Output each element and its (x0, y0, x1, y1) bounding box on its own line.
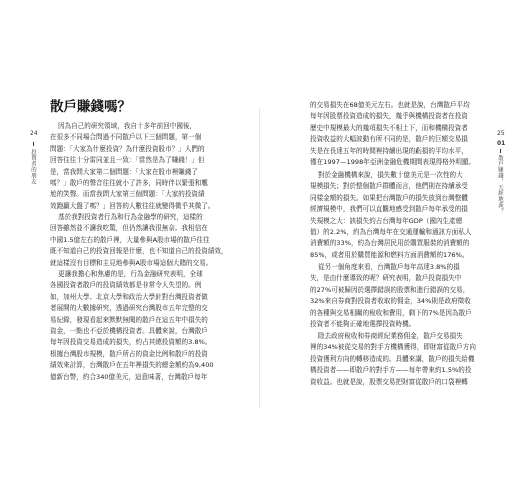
text-line: 就這樣沒有目標和主見地參與A股市場這個大賭的交易。 (50, 258, 213, 267)
book-gutter (259, 108, 260, 408)
right-running-head: 散戶賺錢，天經地義？ (497, 155, 503, 214)
text-line: 各國投資者散戶的投資績效都是非常令人失望的。例 (50, 281, 202, 290)
text-line: 更讓我擔心和焦慮的是，行為金融研究表明，全球 (58, 270, 203, 278)
text-line: 者展開的大數據研究，透過研究台灣股市五年完整的交 (50, 304, 208, 313)
text-line: 的各種與交易相關的稅收和費用，剩下的7%是因為散戶 (310, 308, 472, 317)
text-line: 效跑贏大盤了嗎？」回答的人數往往就變得微乎其微了。 (50, 201, 215, 210)
text-line: 歷史中規模最大的幾項損失不相上下，而和機構投資者 (310, 123, 468, 132)
right-paragraph-1 (310, 100, 494, 168)
text-line: 構投資者——即散戶的對手方——每年帶來約1.5%的投 (310, 366, 472, 375)
text-line: 根據台灣股市規模，散戶所占的資金比例和散戶的投資 (50, 349, 208, 358)
left-paragraph-2 (50, 212, 246, 269)
text-line: 裡的34%被從交易的對手方機構獲得，即財富從散戶方向 (310, 343, 476, 352)
left-running-head: 投資者的朋友 (30, 149, 36, 185)
text-line: 85%，或者用於購買能源和燃料方面消費額的176%。 (310, 250, 469, 259)
text-line: 每年因投資交易造成的損失，約占其總投資額的3.8%。 (50, 338, 212, 347)
text-line: 除去政府稅收和券商經紀業務佣金，散戶交易損失 (318, 332, 463, 340)
text-line: 是，當我問大家第二個問題：「大家在股市裡賺錢了 (50, 167, 198, 176)
text-line: 回答往往十分雷同並且一致：「當然是為了賺錢！」但 (50, 156, 205, 165)
text-line: 既不知道自己的投資回報是什麼，也不知道自己的投資績效， (50, 247, 228, 256)
text-line: 尬的笑聲。而當我問大家第三個問題：「大家的投資績 (50, 190, 205, 199)
text-line: 回答雖然並不讓我吃驚，但仍然讓我很無奈。我相信在 (50, 224, 208, 233)
text-line: 同樣金額的損失。如果把台灣散戶的損失放到台灣整體 (310, 193, 468, 202)
right-page-number: 25 (497, 130, 505, 137)
text-line: 因為自己的研究領域，我自十多年前回中國後， (58, 122, 197, 130)
text-line: 規模損失；對於整個散戶群體而言，他們則在持續承受 (310, 182, 468, 191)
text-line: 中國1.5億左右的散戶裡，大量參與A股市場的散戶往往 (50, 235, 210, 244)
text-line: 投資獲利方向的轉移造成的。具體來講，散戶的損失給機 (310, 354, 475, 363)
left-page-number: 24 (30, 130, 38, 137)
left-paragraph-1 (50, 121, 246, 212)
text-line: 32%來自券商對投資者收取的佣金，34%則是政府徵收 (310, 297, 471, 306)
right-running-head-rule (500, 149, 501, 153)
text-line: 問題：「大家為什麼投資？為什麼投資股市？」人們的 (50, 144, 205, 153)
text-line: 的27%可被歸因於選擇錯誤的股票和進行錯誤的交易， (310, 285, 470, 294)
right-paragraph-4 (310, 331, 494, 388)
text-line: 的交易損失在68億美元左右。也就是說，台灣散戶平均 (310, 101, 470, 109)
text-line: 績效來計算，台灣散戶在五年裡損失的總金額約為9,400 (50, 361, 214, 370)
left-paragraph-3 (50, 269, 246, 383)
text-line: 消費額的33%，約為台灣居民用於購買服裝的消費額的 (310, 239, 470, 248)
text-line: 失規模之大：該損失約占台灣每年GDP（國內生產總 (310, 216, 463, 225)
text-line: 失是在長達五年的時間裡持續出現的虧損的平均水平， (310, 146, 468, 155)
text-line: 基於我對投資者行為和行為金融學的研究，這樣的 (58, 213, 203, 221)
text-line: 資金，一點也不亞於機構投資者。具體來說，台灣散戶 (50, 326, 208, 335)
left-running-head-rule (33, 142, 34, 146)
text-line: 嗎？」散戶的聲音往往就小了許多，同時伴以緊張和尷 (50, 178, 208, 187)
text-line: 投資者不能夠正確地選擇投資時機。 (310, 319, 416, 328)
text-line: 失，是由什麼導致的呢？研究表明，散戶投資損失中 (310, 274, 462, 283)
text-line: 僅在1997—1998年亞洲金融危機期間表現得格外明顯。 (310, 157, 476, 166)
right-paragraph-2 (310, 170, 494, 261)
text-line: 在很多不同場合問過不同散戶以下三個問題，第一個 (50, 133, 202, 142)
chapter-number: 01 (497, 140, 506, 147)
text-line: 對於金融機構來說，損失數十億美元是一次性的大 (318, 171, 463, 179)
text-line: 億新台幣，約合340億美元，這意味著，台灣散戶每年 (50, 372, 208, 381)
right-paragraph-3 (310, 262, 494, 330)
section-title: 散戶賺錢嗎？ (50, 99, 131, 115)
text-line: 易紀錄，發現看起來默默無聞的散戶在這五年中損失的 (50, 315, 208, 324)
text-line: 從另一個角度來看，台灣散戶每年高達3.8%的損 (318, 263, 460, 271)
text-line: 值）的2.2%，約為台灣每年在交通運輸和通訊方面私人 (310, 227, 472, 236)
text-line: 資收益。也就是說，股票交易把財富從散戶的口袋裡轉 (310, 377, 468, 386)
text-line: 每年因股票投資造成的損失，幾乎與機構投資者在投資 (310, 112, 468, 121)
text-line: 經濟規模中，我們可以直觀地感受到散戶每年承受的損 (310, 205, 468, 214)
text-line: 如，加州大學、北京大學和政治大學針對台灣投資者做 (50, 292, 208, 301)
text-line: 投資收益的大幅波動有所不同的是，散戶的巨額交易損 (310, 135, 468, 144)
